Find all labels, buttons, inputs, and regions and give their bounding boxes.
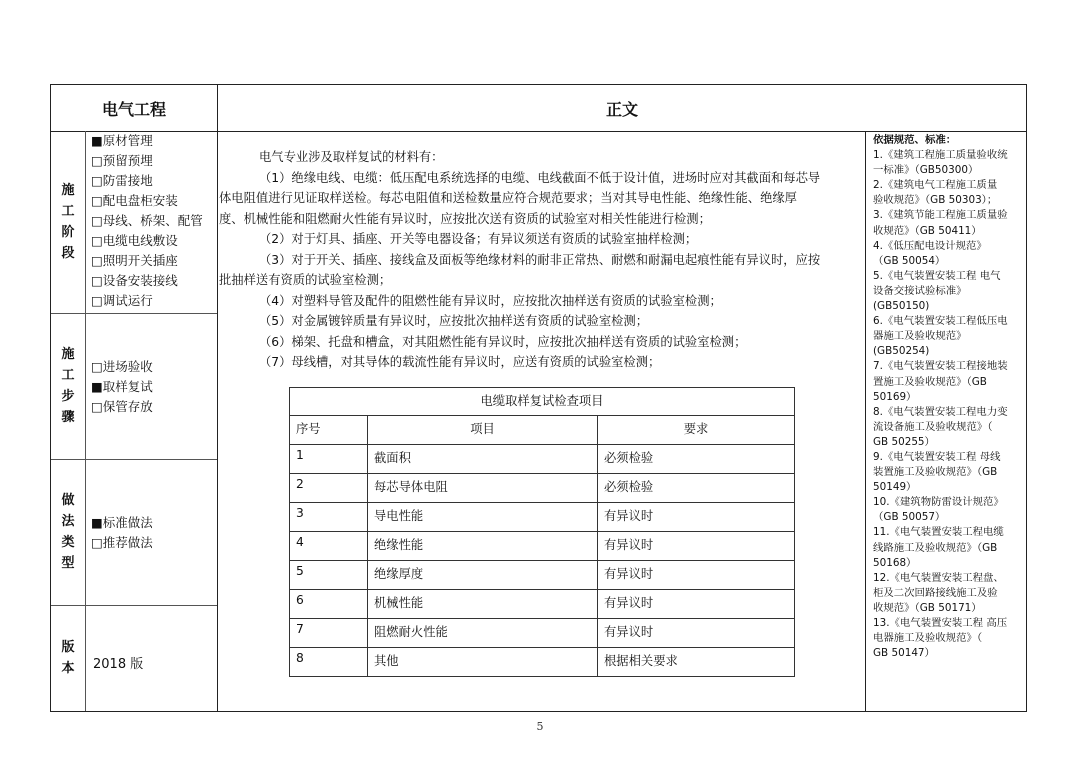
stage-option: □调试运行 bbox=[91, 293, 153, 308]
edition-label-char: 本 bbox=[61, 661, 75, 676]
table-row bbox=[290, 590, 795, 619]
reference-line: 装置施工及验收规范》（GB bbox=[873, 466, 998, 479]
cell-requirement: 有异议时 bbox=[598, 590, 795, 619]
cell-item: 其他 bbox=[368, 648, 598, 677]
label-divider bbox=[85, 131, 86, 711]
body-line: （5）对金属镀锌质量有异议时，应按批次抽样送有资质的试验室检测； bbox=[259, 314, 649, 328]
steps-label bbox=[53, 313, 83, 459]
reference-line: 一标准》（GB50300） bbox=[873, 164, 979, 177]
method-options bbox=[91, 513, 153, 553]
reference-line: 收规范》（GB 50411） bbox=[873, 224, 982, 237]
reference-line: （GB 50057） bbox=[873, 511, 946, 524]
cell-index: 6 bbox=[290, 590, 368, 619]
steps-label-char: 施 bbox=[61, 347, 75, 362]
method-label-char: 类 bbox=[61, 535, 75, 550]
method-label-char: 法 bbox=[61, 514, 75, 529]
cell-index: 1 bbox=[290, 445, 368, 474]
divider-right bbox=[865, 131, 866, 711]
stage-option: □母线、桥架、配管 bbox=[91, 213, 203, 228]
reference-line: 11.《电气装置安装工程电缆 bbox=[873, 526, 1004, 539]
stage-option: □配电盘柜安装 bbox=[91, 193, 178, 208]
reference-line: 设备交接试验标准》 bbox=[873, 284, 967, 297]
cell-item: 导电性能 bbox=[368, 503, 598, 532]
cell-item: 阻燃耐火性能 bbox=[368, 619, 598, 648]
edition-label-char: 版 bbox=[61, 640, 75, 655]
reference-line: 器施工及验收规范》 bbox=[873, 330, 967, 343]
steps-label-char: 工 bbox=[61, 368, 75, 383]
reference-line: 流设备施工及验收规范》（ bbox=[873, 420, 993, 433]
cell-item: 机械性能 bbox=[368, 590, 598, 619]
reference-line: （GB 50054） bbox=[873, 254, 946, 267]
reference-line: 4.《低压配电设计规范》 bbox=[873, 239, 987, 252]
stage-label-char: 阶 bbox=[61, 225, 75, 240]
stage-option: □预留预埋 bbox=[91, 153, 153, 168]
stage-option: □电缆电线敷设 bbox=[91, 233, 178, 248]
steps-label-char: 步 bbox=[61, 389, 75, 404]
document-frame bbox=[50, 84, 1027, 712]
reference-title: 依据规范、标准： bbox=[873, 134, 957, 146]
body-line: （2）对于灯具、插座、开关等电器设备；有异议须送有资质的试验室抽样检测； bbox=[259, 232, 698, 246]
reference-line: 8.《电气装置安装工程电力变 bbox=[873, 405, 1008, 418]
edition-value: 2018 版 bbox=[93, 657, 144, 672]
reference-line: 置施工及验收规范》（GB bbox=[873, 375, 987, 388]
body-line: （7）母线槽，对其导体的载流性能有异议时，应送有资质的试验室检测； bbox=[259, 355, 661, 369]
cell-requirement: 必须检验 bbox=[598, 445, 795, 474]
cell-requirement: 有异议时 bbox=[598, 532, 795, 561]
page-number: 5 bbox=[536, 720, 544, 733]
cell-item: 每芯导体电阻 bbox=[368, 474, 598, 503]
steps-option: □保管存放 bbox=[91, 399, 153, 414]
reference-line: 2.《建筑电气工程施工质量 bbox=[873, 179, 998, 192]
reference-line: GB 50147） bbox=[873, 647, 935, 660]
table-row bbox=[290, 503, 795, 532]
cell-index: 3 bbox=[290, 503, 368, 532]
method-label-char: 做 bbox=[61, 493, 75, 508]
reference-line: 10.《建筑物防雷设计规范》 bbox=[873, 496, 1004, 509]
reference-line: 12.《电气装置安装工程盘、 bbox=[873, 571, 1004, 584]
method-label bbox=[53, 459, 83, 605]
cell-index: 2 bbox=[290, 474, 368, 503]
stage-option: ■原材管理 bbox=[91, 133, 153, 148]
stage-option: □设备安装接线 bbox=[91, 273, 178, 288]
cell-item: 绝缘性能 bbox=[368, 532, 598, 561]
header-main-title: 正文 bbox=[605, 99, 638, 119]
sample-test-table bbox=[289, 387, 795, 677]
reference-line: 50168） bbox=[873, 556, 917, 569]
reference-line: 6.《电气装置安装工程低压电 bbox=[873, 315, 1008, 328]
stage-option: □照明开关插座 bbox=[91, 253, 178, 268]
body-line: （3）对于开关、插座、接线盒及面板等绝缘材料的耐非正常热、耐燃和耐漏电起痕性能有异议时，应按 bbox=[259, 252, 821, 267]
cell-requirement: 必须检验 bbox=[598, 474, 795, 503]
reference-line: (GB50254) bbox=[873, 345, 930, 358]
stage-label-char: 段 bbox=[61, 246, 75, 261]
cell-index: 5 bbox=[290, 561, 368, 590]
reference-line: 9.《电气装置安装工程 母线 bbox=[873, 450, 1001, 463]
cell-index: 8 bbox=[290, 648, 368, 677]
cell-item: 截面积 bbox=[368, 445, 598, 474]
steps-options bbox=[91, 357, 153, 417]
reference-line: 1.《建筑工程施工质量验收统 bbox=[873, 149, 1008, 162]
table-row bbox=[290, 619, 795, 648]
body-line: （4）对塑料导管及配件的阻燃性能有异议时，应按批次抽样送有资质的试验室检测； bbox=[259, 293, 722, 308]
stage-label bbox=[53, 131, 83, 313]
reference-line: 收规范》（GB 50171） bbox=[873, 601, 982, 614]
table-row bbox=[290, 648, 795, 677]
method-option: □推荐做法 bbox=[91, 535, 153, 550]
table-caption: 电缆取样复试检查项目 bbox=[290, 388, 795, 416]
steps-option: □进场验收 bbox=[91, 359, 153, 374]
reference-line: 电器施工及验收规范》（ bbox=[873, 632, 983, 645]
table-row bbox=[290, 445, 795, 474]
table-row bbox=[290, 532, 795, 561]
reference-line: (GB50150) bbox=[873, 300, 930, 313]
body-line: （1）绝缘电线、电缆：低压配电系统选择的电缆、电线截面不低于设计值，进场时应对其截面和每芯导 bbox=[259, 170, 821, 185]
reference-line: 50149） bbox=[873, 481, 917, 494]
table-row bbox=[290, 474, 795, 503]
reference-standards bbox=[871, 131, 1023, 661]
body-line: 批抽样送有资质的试验室检测； bbox=[219, 273, 392, 287]
reference-line: GB 50255） bbox=[873, 435, 935, 448]
stage-label-char: 施 bbox=[61, 183, 75, 198]
stage-options bbox=[91, 131, 203, 311]
method-option: ■标准做法 bbox=[91, 515, 153, 530]
body-line: 度、机械性能和阻燃耐火性能有异议时，应按批次送有资质的试验室对相关性能进行检测； bbox=[219, 211, 711, 226]
reference-line: 柜及二次回路接线施工及验 bbox=[873, 586, 998, 599]
edition-label bbox=[53, 605, 83, 711]
reference-line: 验收规范》（GB 50303）； bbox=[873, 194, 998, 207]
cell-requirement: 有异议时 bbox=[598, 503, 795, 532]
steps-option: ■取样复试 bbox=[91, 379, 153, 394]
reference-line: 5.《电气装置安装工程 电气 bbox=[873, 269, 1001, 282]
stage-label-char: 工 bbox=[61, 204, 75, 219]
stage-option: □防雷接地 bbox=[91, 173, 153, 188]
reference-line: 50169） bbox=[873, 390, 917, 403]
body-line: 电气专业涉及取样复试的材料有： bbox=[259, 150, 444, 164]
steps-label-char: 骤 bbox=[61, 410, 75, 425]
column-header: 序号 bbox=[290, 416, 368, 445]
main-body bbox=[219, 147, 859, 373]
cell-index: 7 bbox=[290, 619, 368, 648]
divider-left bbox=[217, 85, 218, 711]
cell-requirement: 有异议时 bbox=[598, 619, 795, 648]
reference-line: 3.《建筑节能工程施工质量验 bbox=[873, 209, 1008, 222]
cell-requirement: 有异议时 bbox=[598, 561, 795, 590]
reference-line: 线路施工及验收规范》（GB bbox=[873, 541, 998, 554]
column-header: 要求 bbox=[598, 416, 795, 445]
body-line: （6）梯架、托盘和槽盒，对其阻燃性能有异议时，应按批次抽样送有资质的试验室检测； bbox=[259, 334, 747, 349]
table-row bbox=[290, 561, 795, 590]
cell-requirement: 根据相关要求 bbox=[598, 648, 795, 677]
header-left-title: 电气工程 bbox=[101, 99, 166, 119]
column-header: 项目 bbox=[368, 416, 598, 445]
reference-line: 7.《电气装置安装工程接地装 bbox=[873, 360, 1008, 373]
cell-item: 绝缘厚度 bbox=[368, 561, 598, 590]
body-line: 体电阻值进行见证取样送检。每芯电阻值和送检数量应符合规范要求；当对其导电性能、绝缘性能、绝缘厚 bbox=[219, 191, 797, 205]
reference-line: 13.《电气装置安装工程 高压 bbox=[873, 617, 1008, 629]
cell-index: 4 bbox=[290, 532, 368, 561]
method-label-char: 型 bbox=[61, 556, 75, 571]
